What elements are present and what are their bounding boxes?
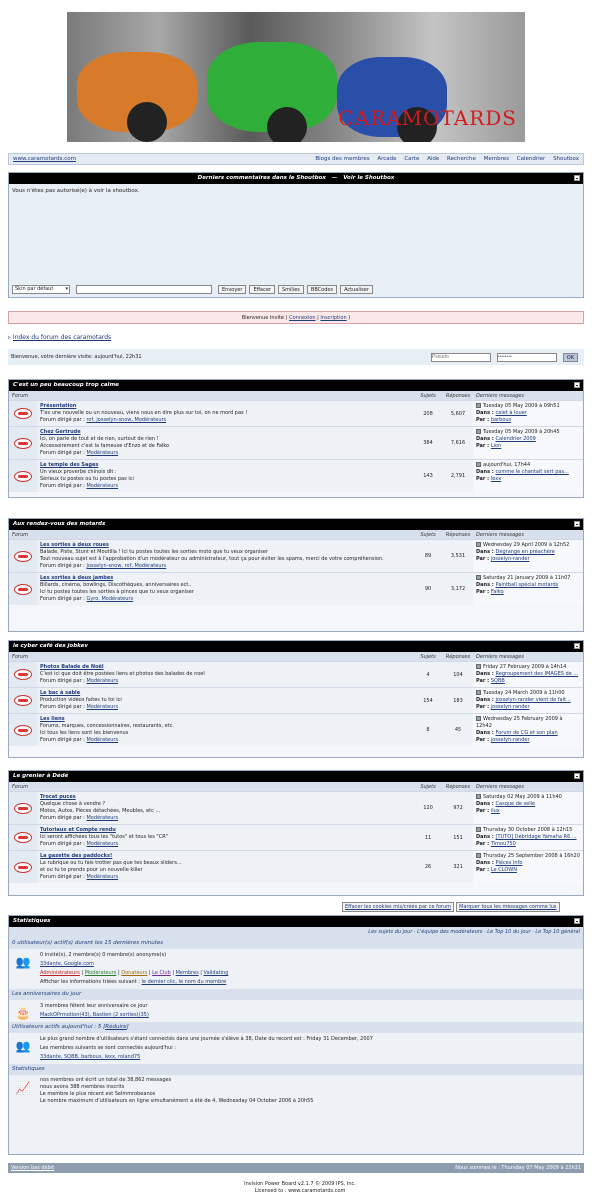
last-post-icon[interactable] <box>476 462 481 467</box>
col-derniers: Derniers messages <box>476 783 524 790</box>
group-membres[interactable]: Membres <box>175 970 199 976</box>
last-post-topic[interactable]: Calendrier 2009 <box>495 436 536 442</box>
forum-name[interactable]: Photos Balade de Noël <box>40 664 104 670</box>
mods-links[interactable]: Modérateurs <box>86 483 119 489</box>
today-intro: Les membres suivants se sont connectés aujourd'hui : <box>40 1045 176 1051</box>
col-sujets: Sujets <box>420 653 436 660</box>
login-password-input[interactable] <box>497 353 557 362</box>
forum-row <box>9 459 583 492</box>
last-post-date: Thursday 30 October 2008 à 12h15 <box>483 827 573 833</box>
today-header: Utilisateurs actifs aujourd'hui : 5 [Réduire] <box>9 1022 583 1033</box>
cake-icon: 🎂 <box>15 1006 31 1020</box>
forum-desc2: Ici tu postes toutes les sorties à pinces que tu veux organiser <box>40 589 194 595</box>
forum-desc: Un vieux proverbe chinois dit : <box>40 469 117 475</box>
users-icon: 👥 <box>15 955 31 969</box>
last-post: Friday 27 February 2009 à 14h14 Dans : Regroupement des IMAGES de ... Par : SQBB <box>473 662 583 687</box>
last-post-author[interactable]: Le CLOWN <box>490 867 517 873</box>
category-title-bar <box>9 641 583 652</box>
forum-status-icon <box>9 688 37 713</box>
col-derniers: Derniers messages <box>476 653 524 660</box>
mods-links[interactable]: Modérateurs <box>86 737 119 743</box>
forum-mods <box>40 450 410 457</box>
login-link[interactable]: Connexion <box>289 315 316 321</box>
forum-desc: La rubrique ou tu fais trotter pas que tes beaux sliders... <box>40 860 182 866</box>
forum-status-icon <box>9 540 37 572</box>
reply-count: 3,172 <box>450 586 466 592</box>
low-bandwidth-link[interactable]: Version bas débit <box>11 1165 55 1171</box>
last-post: Wednesday 29 April 2009 à 12h52 Dans : Dégrange en préachère Par : josselyn-rander <box>473 540 583 572</box>
column-headers <box>9 782 583 791</box>
footer-bar <box>8 1163 584 1173</box>
topic-count: 208 <box>423 410 433 417</box>
sort-text: Afficher les informations triées suivant : <box>40 979 142 985</box>
last-post-date: Friday 27 February 2009 à 14h14 <box>483 664 567 670</box>
birthday-users[interactable]: MackOPrmotion(43), Bastien (2 sorties)(35) <box>40 1012 149 1018</box>
shoutbox-view-link[interactable]: Voir le Shoutbox <box>343 175 395 181</box>
forum-category <box>8 379 584 498</box>
mods-label: Forum dirigé par : <box>40 874 87 880</box>
last-post-topic[interactable]: josselyn-rander vient de fait... <box>495 697 571 703</box>
banner-title: CARAMOTARDS <box>338 106 517 130</box>
last-post-date: Wednesday 25 February 2009 à 12h42 <box>476 716 563 729</box>
forum-desc: Production vidéos faites tu toi ici <box>40 697 122 703</box>
col-forum: Forum <box>12 531 29 538</box>
category-title-bar <box>9 519 583 530</box>
forum-desc: Quelque chose à vendre ? <box>40 801 106 807</box>
online-block <box>9 949 583 989</box>
forum-desc: Billards, cinéma, bowlings, Discothèques, anniversaires ect.. <box>40 582 192 588</box>
mods-label: Forum dirigé par : <box>40 417 87 423</box>
breadcrumb-index-link[interactable]: Index du forum des caramotards <box>12 334 112 341</box>
forum-name[interactable]: Les sorties à deux roues <box>40 542 109 548</box>
collapse-icon[interactable] <box>574 382 580 388</box>
forum-category <box>8 640 584 758</box>
forum-row <box>9 687 583 713</box>
topic-count: 384 <box>423 440 433 446</box>
forum-name[interactable]: Les sorties à deux jambes <box>40 575 114 581</box>
col-reponses: Réponses <box>445 531 471 538</box>
mods-links[interactable]: Modérateurs <box>86 874 119 880</box>
shoutbox-controls <box>12 285 376 294</box>
category-title-bar <box>9 380 583 391</box>
welcome-bar <box>8 311 584 324</box>
last-post: Tuesday 05 May 2009 à 20h45 Dans : Calendrier 2009 Par : Lion <box>473 427 583 459</box>
shoutbox-header <box>9 173 583 184</box>
forum-desc: Balade, Piste, Stunt et Moutilla ! Ici tu postes toutes les sorties moto que tu veux organiser <box>40 549 269 555</box>
last-post-icon[interactable] <box>476 664 481 669</box>
last-post-icon[interactable] <box>476 429 481 434</box>
forum-name[interactable]: Chez Gertrude <box>40 429 81 435</box>
col-forum: Forum <box>12 783 29 790</box>
reply-count: 321 <box>453 864 463 870</box>
category-title[interactable]: le cyber café des jobkev <box>13 643 88 649</box>
forum-row <box>9 850 583 883</box>
forum-category <box>8 770 584 896</box>
last-post-topic[interactable]: comme le chantait sert pas... <box>495 469 569 475</box>
sort-links[interactable]: le dernier clic, le nom du membre <box>141 979 227 985</box>
last-visit-text: Bienvenue, votre dernière visite: aujourd'hui, 22h31 <box>11 354 142 360</box>
last-post-topic[interactable]: Regroupement des IMAGES de ... <box>495 671 579 677</box>
nav-carte[interactable]: Carte <box>404 156 420 162</box>
copyright-line: Invision Power Board v2.1.7 © 2009 IPS, Inc. <box>244 1181 356 1187</box>
stat-line: Le membre le plus récent est Selmmrobeanos <box>40 1091 156 1097</box>
group-club[interactable]: Le Club <box>152 970 171 976</box>
column-headers <box>9 652 583 661</box>
forum-row <box>9 572 583 605</box>
group-legend: Administrateurs | Modérateurs | Donateurs | Le Club | Membres | Validating <box>40 970 229 976</box>
forum-mods <box>40 417 410 424</box>
forum-mods <box>40 737 410 744</box>
last-post: aujourd'hui, 17h44 Dans : comme le chantait sert pas... Par : lexx <box>473 460 583 492</box>
last-post-icon[interactable] <box>476 827 481 832</box>
topic-count: 11 <box>424 834 432 841</box>
forum-status-icon <box>9 792 37 824</box>
forum-mods <box>40 678 410 685</box>
last-post-topic[interactable]: Casque de selle <box>495 801 536 807</box>
col-sujets: Sujets <box>420 531 436 538</box>
stats-panel <box>8 915 584 1155</box>
col-forum: Forum <box>12 392 29 399</box>
last-post-date: Tuesday 05 May 2009 à 20h45 <box>483 429 560 435</box>
mods-links[interactable]: Modérateurs <box>86 841 119 847</box>
skin-select[interactable] <box>12 285 70 294</box>
nav-arcade[interactable]: Arcade <box>377 156 397 162</box>
last-post-author[interactable]: josselyn-rander <box>490 556 530 562</box>
forum-mods <box>40 874 410 881</box>
col-reponses: Réponses <box>445 653 471 660</box>
group-validating[interactable]: Validating <box>203 970 229 976</box>
welcome-sep: | <box>315 315 321 321</box>
nav-membres[interactable]: Membres <box>483 156 510 162</box>
mods-label: Forum dirigé par : <box>40 815 87 821</box>
last-post-topic[interactable]: calet à louer <box>495 410 527 416</box>
forum-row <box>9 791 583 824</box>
forum-name[interactable]: Trocat puces <box>40 794 76 800</box>
last-post-icon[interactable] <box>476 403 481 408</box>
forum-status-icon <box>9 714 37 746</box>
forum-name[interactable]: Présentation <box>40 403 77 409</box>
forum-actions <box>340 902 560 912</box>
forum-row <box>9 713 583 746</box>
clear-button[interactable]: Effacer <box>249 285 275 294</box>
site-banner <box>67 12 525 142</box>
forum-desc: Forums, marques, concessionnaires, restaurants, etc. <box>40 723 175 729</box>
topic-count: 89 <box>424 553 432 559</box>
forum-mods <box>40 841 410 848</box>
birthday-header: Les anniversaires du jour <box>9 989 583 1000</box>
welcome-end: ) <box>346 315 351 321</box>
current-date: Nous sommes le : Thursday 07 May 2009 à 22h31 <box>455 1165 581 1171</box>
last-post-author[interactable]: Timou750 <box>490 841 516 847</box>
license-line: Licensed to : www.caramotards.com <box>254 1188 346 1194</box>
forum-desc: Ici seront affichées tous les "tutos" et tous les "CR" <box>40 834 168 840</box>
forum-row <box>9 400 583 426</box>
welcome-text: Bienvenue Invité ( <box>241 315 290 321</box>
last-post-topic[interactable]: Forum de CG et son plan <box>495 730 558 736</box>
last-post-author[interactable]: Lion <box>490 443 502 449</box>
mods-links[interactable]: rof, josselyn-snow, Modérateurs <box>86 417 167 423</box>
forum-status-icon <box>9 401 37 426</box>
last-post-date: Tuesday 05 May 2009 à 09h51 <box>483 403 560 409</box>
collapse-icon[interactable] <box>574 773 580 779</box>
last-post-author[interactable]: barbous <box>490 417 512 423</box>
shoutbox <box>8 172 584 298</box>
forum-name[interactable]: Tutoriaux et Compte rendu <box>40 827 116 833</box>
reply-count: 3,531 <box>450 553 466 559</box>
birthday-block <box>9 1000 583 1022</box>
category-title[interactable]: Aux rendez-vous des motards <box>13 521 106 527</box>
users-icon: 👥 <box>15 1039 31 1053</box>
category-title-bar <box>9 771 583 782</box>
last-post: Saturday 21 January 2009 à 11h07 Dans : Paintball spécial motards Par : Falko <box>473 573 583 605</box>
reply-count: 183 <box>453 697 463 704</box>
col-forum: Forum <box>12 653 29 660</box>
online-header: 0 utilisateur(s) actif(s) durant les 15 dernières minutes <box>9 938 583 949</box>
col-derniers: Derniers messages <box>476 392 524 399</box>
mods-label: Forum dirigé par : <box>40 737 87 743</box>
mods-links[interactable]: Modérateurs <box>86 704 119 710</box>
col-reponses: Réponses <box>445 783 471 790</box>
stats-title-bar <box>9 916 583 927</box>
topic-count: 154 <box>423 697 433 704</box>
last-post: Saturday 02 May 2009 à 11h40 Dans : Casque de selle Par : ilux <box>473 792 583 824</box>
login-go-button[interactable]: OK <box>563 353 578 362</box>
forum-desc2: Sérieux tu postes ou tu postes pas ici <box>40 476 134 482</box>
category-title[interactable]: C'est un peu beaucoup trop calme <box>13 382 119 388</box>
today-title: Utilisateurs actifs aujourd'hui : 5 <box>12 1024 102 1030</box>
forum-desc: T'es une nouvelle ou un nouveau, viens nous en dire plus sur toi, on ne mord pas ! <box>40 410 248 416</box>
nav-aide[interactable]: Aide <box>427 156 440 162</box>
mods-label: Forum dirigé par : <box>40 596 87 602</box>
stat-line: nous avons 388 membres inscrits <box>40 1084 125 1090</box>
stats-block <box>9 1075 583 1107</box>
column-headers <box>9 391 583 400</box>
sort-line <box>40 978 580 987</box>
last-post-author[interactable]: SQBB <box>490 678 505 684</box>
mods-links[interactable]: Modérateurs <box>86 815 119 821</box>
mods-label: Forum dirigé par : <box>40 841 87 847</box>
stats-title: Statistiques <box>13 918 51 924</box>
forum-name[interactable]: Le bac à sable <box>40 690 81 696</box>
forum-mods <box>40 596 410 603</box>
forum-status-icon <box>9 460 37 492</box>
smilies-button[interactable]: Smilies <box>278 285 304 294</box>
stat-line: Le nombre maximum d'utilisateurs en ligne simultanément a été de 4, Wednesday 04 October 2006 à 20h55 <box>40 1098 314 1104</box>
group-donateurs[interactable]: Donateurs <box>121 970 148 976</box>
mods-label: Forum dirigé par : <box>40 450 87 456</box>
reduce-link[interactable]: Réduire <box>105 1024 127 1030</box>
last-post: Tuesday 05 May 2009 à 09h51 Dans : calet à louer Par : barbous <box>473 401 583 426</box>
last-post: Thursday 25 September 2008 à 16h20 Dans : Pièces Info Par : Le CLOWN <box>473 851 583 883</box>
nav-recherche[interactable]: Recherche <box>447 156 476 162</box>
collapse-icon[interactable] <box>574 175 580 181</box>
last-post-date: Saturday 21 January 2009 à 11h07 <box>483 575 571 581</box>
forum-mods <box>40 483 410 490</box>
forum-status-icon <box>9 825 37 850</box>
nav-bar <box>8 153 584 165</box>
today-block <box>9 1033 583 1064</box>
forum-row <box>9 426 583 459</box>
shoutbox-message: Vous n'êtes pas autorisé(e) à voir la shoutbox. <box>12 188 140 194</box>
last-post-icon[interactable] <box>476 794 481 799</box>
stats-header: Statistiques <box>9 1064 583 1075</box>
bbcodes-button[interactable]: BBCodes <box>307 285 337 294</box>
collapse-icon[interactable] <box>574 521 580 527</box>
last-post-author[interactable]: josselyn-rander <box>490 704 530 710</box>
stats-sublinks[interactable]: Les sujets du jour · L'équipe des modérateurs · Le Top 10 du jour · Le Top 10 général <box>9 927 583 938</box>
last-post-date: aujourd'hui, 17h44 <box>483 462 531 468</box>
last-post-icon[interactable] <box>476 575 481 580</box>
col-sujets: Sujets <box>420 392 436 399</box>
forum-row <box>9 539 583 572</box>
nav-calendrier[interactable]: Calendrier <box>516 156 546 162</box>
reply-count: 151 <box>453 834 463 841</box>
forum-name[interactable]: Les liens <box>40 716 65 722</box>
nav-links <box>309 156 579 162</box>
mods-label: Forum dirigé par : <box>40 483 87 489</box>
nav-blogs[interactable]: Blogs des membres <box>315 156 370 162</box>
shoutbox-title: Derniers commentaires dans le Shoutbox <box>197 175 326 181</box>
last-post-icon[interactable] <box>476 716 481 721</box>
last-post-topic[interactable]: [TUTO] Débridage Yamaha R6 ... <box>495 834 577 840</box>
last-post-icon[interactable] <box>476 853 481 858</box>
skin-select-value: Skin par défaut <box>15 286 54 292</box>
register-link[interactable]: Inscription <box>320 315 347 321</box>
forum-desc2: Motos, Autos, Pièces détachées, Meubles, etc ... <box>40 808 161 814</box>
forum-mods <box>40 563 410 570</box>
online-counts: 0 invité(s), 2 membre(s) 0 membre(s) anonyme(s) <box>40 952 167 958</box>
last-post-author[interactable]: ilux <box>490 808 500 814</box>
forum-status-icon <box>9 573 37 605</box>
last-post: Wednesday 25 February 2009 à 12h42 Dans : Forum de CG et son plan Par : josselyn-rander <box>473 714 583 746</box>
reply-count: 104 <box>453 671 463 678</box>
birthday-text: 3 membres fêtent leur anniversaire ce jour <box>40 1003 148 1009</box>
col-sujets: Sujets <box>420 783 436 790</box>
topic-count: 4 <box>426 671 430 678</box>
mods-links[interactable]: Modérateurs <box>86 450 119 456</box>
last-post-date: Thursday 25 September 2008 à 16h20 <box>483 853 580 859</box>
mark-read-button[interactable]: Marquer tous les messages comme lus <box>456 902 560 912</box>
forum-name[interactable]: Le temple des Sages <box>40 462 99 468</box>
collapse-icon[interactable] <box>574 643 580 649</box>
refresh-button[interactable]: Actualiser <box>340 285 373 294</box>
shoutbox-input[interactable] <box>76 285 212 294</box>
mods-links[interactable]: Modérateurs <box>86 678 119 684</box>
last-post-icon[interactable] <box>476 690 481 695</box>
group-admins[interactable]: Administrateurs <box>40 970 80 976</box>
forum-desc2: et ou tu te prends pour un nouvelle killer <box>40 867 143 873</box>
site-link[interactable]: www.caramotards.com <box>13 156 77 162</box>
last-post-topic[interactable]: Dégrange en préachère <box>495 549 555 555</box>
reply-count: 7,616 <box>450 440 466 446</box>
topic-count: 90 <box>424 586 432 592</box>
today-record: Le plus grand nombre d'utilisateurs s'étant connectés dans une journée s'élève à 38, Date du record est : Friday 31 December, 2007 <box>40 1036 373 1042</box>
forum-status-icon <box>9 851 37 883</box>
forum-desc2: Tout nouveau sujet est à l'approbation d'un modérateur ou administrateur, tout ça pour éviter les spams, merci de votre compréhension. <box>40 556 384 562</box>
clear-cookies-button[interactable]: Effacer les cookies mis/créés par ce forum <box>342 902 454 912</box>
forum-mods <box>40 815 410 822</box>
reply-count: 2,791 <box>450 473 466 479</box>
forum-category <box>8 518 584 632</box>
online-users[interactable]: 33dante, Google.com <box>40 961 94 967</box>
topic-count: 8 <box>426 727 430 733</box>
breadcrumb <box>8 334 111 341</box>
collapse-icon[interactable] <box>574 918 580 924</box>
chevron-down-icon: ▾ <box>65 286 68 292</box>
last-post: Tuesday 24 March 2009 à 11h00 Dans : josselyn-rander vient de fait... Par : josselyn-rander <box>473 688 583 713</box>
forum-name[interactable]: La gazette des paddocks! <box>40 853 113 859</box>
last-post: Thursday 30 October 2008 à 12h15 Dans : [TUTO] Débridage Yamaha R6 ... Par : Timou750 <box>473 825 583 850</box>
arrow-icon: ▹ <box>8 334 13 341</box>
group-mods[interactable]: Modérateurs <box>84 970 117 976</box>
last-post-date: Saturday 02 May 2009 à 11h40 <box>483 794 562 800</box>
last-post-date: Tuesday 24 March 2009 à 11h00 <box>483 690 565 696</box>
topic-count: 143 <box>423 473 433 479</box>
nav-shoutbox[interactable]: Shoutbox <box>553 156 579 162</box>
mods-label: Forum dirigé par : <box>40 678 87 684</box>
mods-label: Forum dirigé par : <box>40 563 87 569</box>
forum-desc: C'est ici que doit être postées liens et photos des balades de noel <box>40 671 205 677</box>
reply-count: 45 <box>454 727 462 733</box>
col-reponses: Réponses <box>445 392 471 399</box>
mods-links[interactable]: Gyro, Modérateurs <box>86 596 134 602</box>
chart-icon: 📈 <box>15 1081 31 1095</box>
reply-count: 5,607 <box>450 410 466 417</box>
today-users[interactable]: 33dante, SQBB, barbous, lexx, roland75 <box>40 1054 141 1060</box>
stat-line: nos membres ont écrit un total de 38,862 messages <box>40 1077 172 1083</box>
last-visit-bar <box>8 349 584 365</box>
last-post-topic[interactable]: Pièces Info <box>495 860 523 866</box>
last-post-topic[interactable]: Paintball spécial motards <box>495 582 559 588</box>
copyright <box>0 1181 600 1195</box>
last-post-icon[interactable] <box>476 542 481 547</box>
login-username-input[interactable] <box>431 353 491 362</box>
send-button[interactable]: Envoyer <box>218 285 246 294</box>
forum-row <box>9 824 583 850</box>
forum-status-icon <box>9 427 37 459</box>
last-post-author[interactable]: lexx <box>490 476 502 482</box>
category-title[interactable]: Le grenier à Dédé <box>13 773 69 779</box>
mods-links[interactable]: josselyn-snow, rof, Modérateurs <box>86 563 167 569</box>
column-headers <box>9 530 583 539</box>
reply-count: 972 <box>453 805 463 811</box>
shoutbox-sep: — <box>331 175 338 181</box>
topic-count: 120 <box>423 805 433 811</box>
last-post-date: Wednesday 29 April 2009 à 12h52 <box>483 542 570 548</box>
forum-row <box>9 661 583 687</box>
last-post-author[interactable]: Falko <box>490 589 504 595</box>
forum-desc2: Ici tous les liens sont les bienvenus <box>40 730 129 736</box>
forum-status-icon <box>9 662 37 687</box>
col-derniers: Derniers messages <box>476 531 524 538</box>
last-post-author[interactable]: josselyn-rander <box>490 737 530 743</box>
forum-desc2: Accessoirement c'est la fameuse d'Enzo et de Falko <box>40 443 170 449</box>
topic-count: 26 <box>424 864 432 870</box>
forum-mods <box>40 704 410 711</box>
mods-label: Forum dirigé par : <box>40 704 87 710</box>
forum-desc: Ici, on parle de tout et de rien, surtout de rien ! <box>40 436 159 442</box>
